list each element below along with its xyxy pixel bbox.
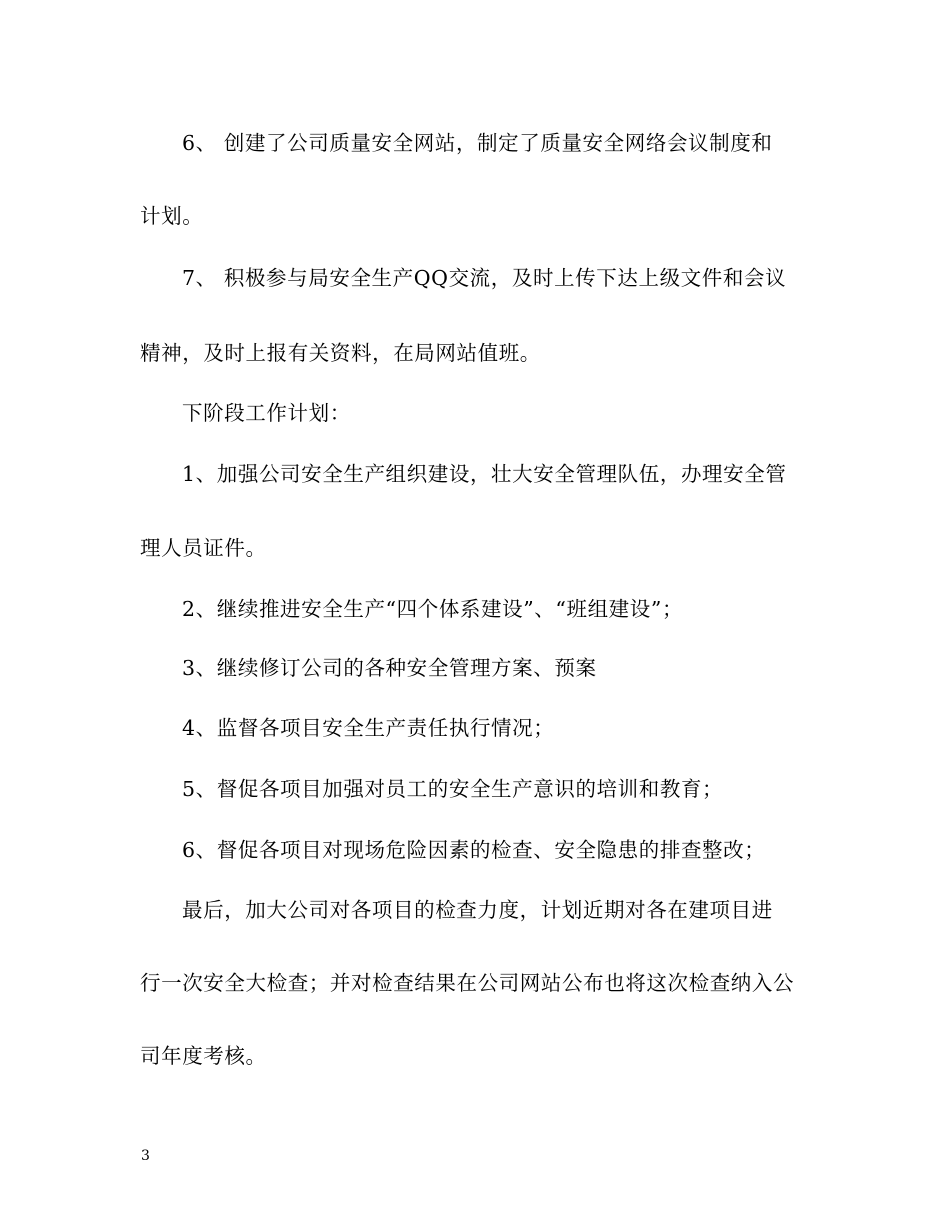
plan-item-1-line-1: 1、加强公司安全生产组织建设，壮大安全管理队伍，办理安全管 — [182, 462, 787, 486]
page-number: 3 — [141, 1148, 150, 1164]
closing-paragraph-line-3: 司年度考核。 — [140, 1044, 267, 1068]
paragraph-item-7-line-1: 7、 积极参与局安全生产QQ交流，及时上传下达上级文件和会议 — [182, 266, 787, 290]
closing-paragraph-line-2: 行一次安全大检查；并对检查结果在公司网站公布也将这次检查纳入公 — [140, 971, 795, 995]
plan-item-1-line-2: 理人员证件。 — [140, 536, 267, 560]
plan-item-3: 3、继续修订公司的各种安全管理方案、预案 — [182, 656, 597, 680]
closing-paragraph-line-1: 最后，加大公司对各项目的检查力度，计划近期对各在建项目进 — [182, 898, 773, 922]
plan-item-4: 4、监督各项目安全生产责任执行情况； — [182, 716, 555, 740]
section-heading-next-plan: 下阶段工作计划： — [182, 401, 351, 425]
plan-item-6: 6、督促各项目对现场危险因素的检查、安全隐患的排查整改； — [182, 838, 766, 862]
paragraph-item-7-line-2: 精神，及时上报有关资料，在局网站值班。 — [140, 341, 541, 365]
paragraph-item-6-line-1: 6、 创建了公司质量安全网站，制定了质量安全网络会议制度和 — [182, 131, 773, 155]
paragraph-item-6-line-2: 计划。 — [140, 204, 204, 228]
plan-item-5: 5、督促各项目加强对员工的安全生产意识的培训和教育； — [182, 777, 724, 801]
plan-item-2: 2、继续推进安全生产“四个体系建设”、“班组建设”； — [182, 597, 684, 621]
